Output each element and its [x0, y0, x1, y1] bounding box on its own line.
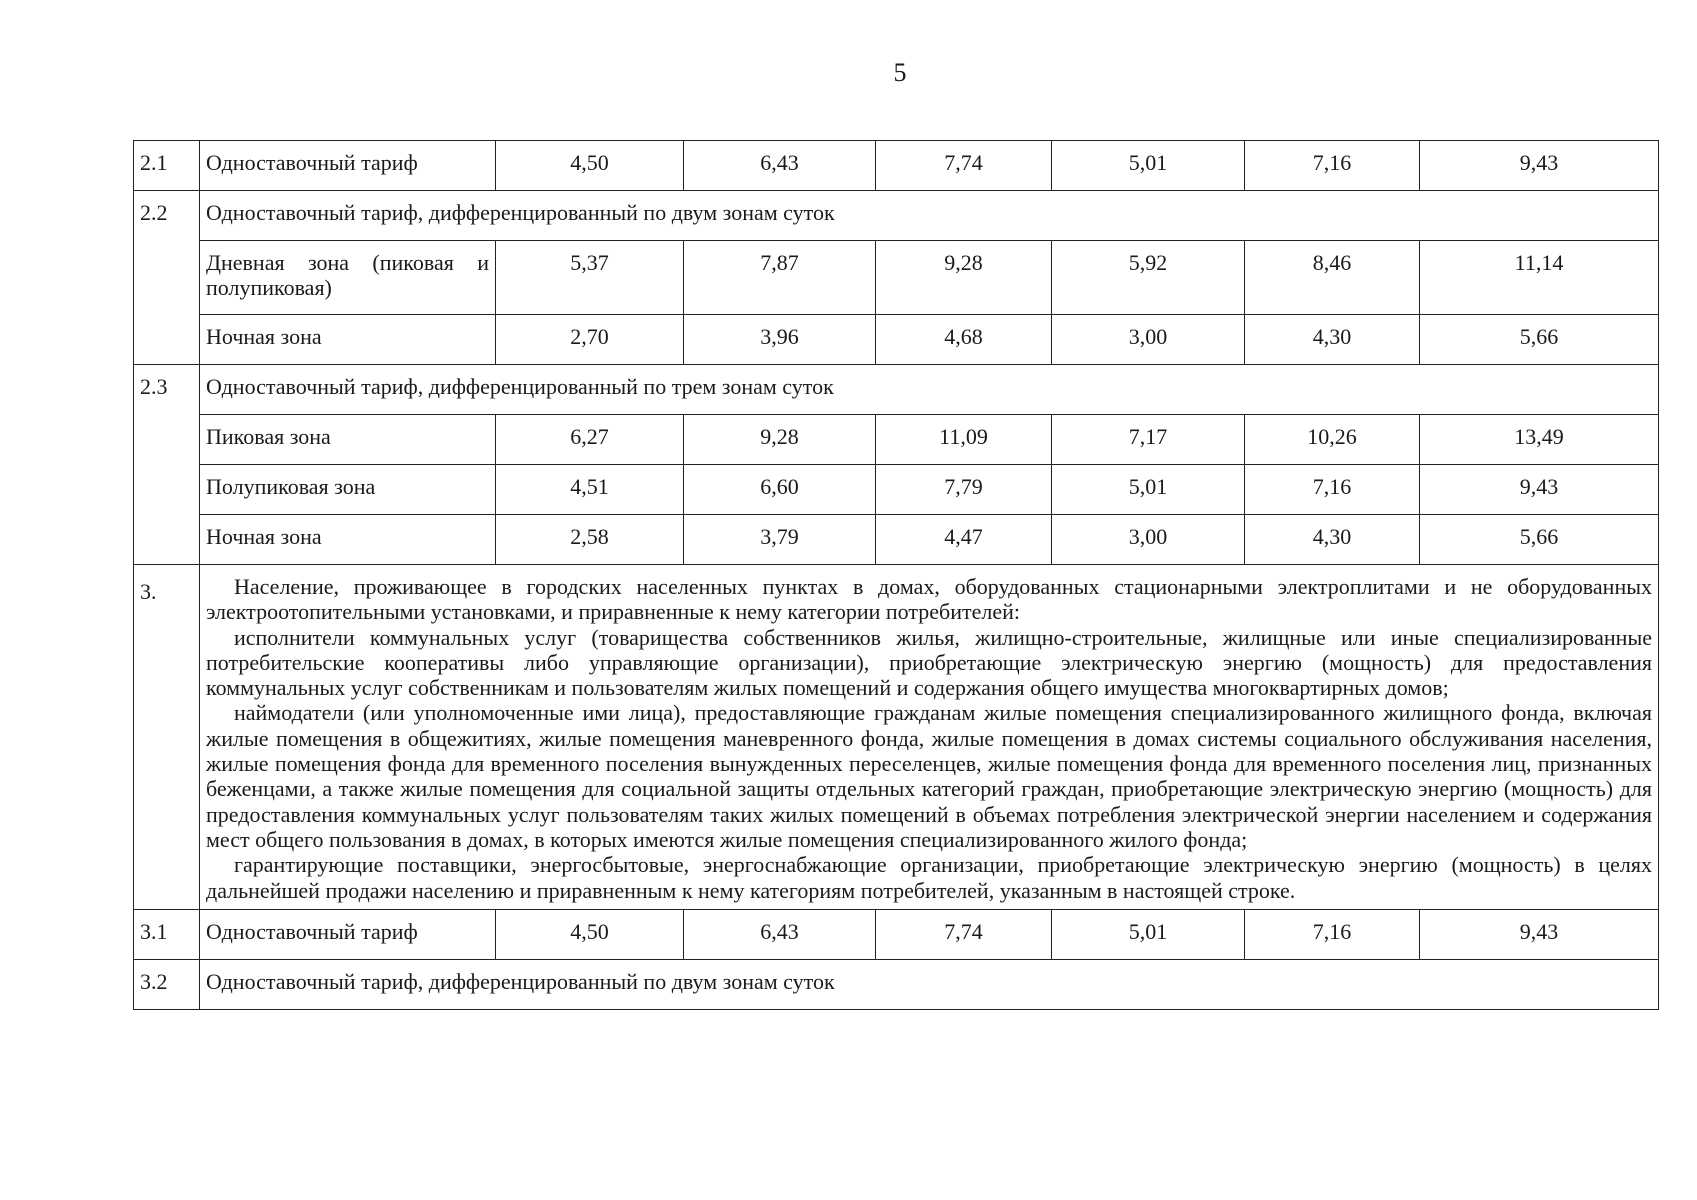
row-label: Ночная зона — [200, 515, 496, 565]
value-cell: 5,66 — [1420, 515, 1659, 565]
value-cell: 5,01 — [1052, 909, 1245, 959]
table-row — [134, 315, 1659, 365]
value-cell: 9,43 — [1420, 465, 1659, 515]
value-cell: 9,43 — [1420, 141, 1659, 191]
value-cell: 7,16 — [1245, 465, 1420, 515]
value-cell: 7,16 — [1245, 909, 1420, 959]
row-label: Одноставочный тариф, дифференцированный по двум зонам суток — [200, 191, 1659, 241]
page-number: 5 — [893, 58, 907, 87]
value-cell: 6,43 — [684, 141, 876, 191]
value-cell: 5,01 — [1052, 141, 1245, 191]
paragraph: Население, проживающее в городских населенных пунктах в домах, оборудованных стационарными электроплитами и не оборудованных электроотопительными установками, и приравненные к нему категории потребителей: — [206, 574, 1652, 625]
value-cell: 7,87 — [684, 241, 876, 315]
table-row — [134, 365, 1659, 415]
value-cell: 9,28 — [684, 415, 876, 465]
value-cell: 10,26 — [1245, 415, 1420, 465]
value-cell: 9,28 — [876, 241, 1052, 315]
row-number: 2.2 — [134, 191, 200, 365]
table-row — [134, 565, 1659, 910]
value-cell: 7,79 — [876, 465, 1052, 515]
value-cell: 3,00 — [1052, 515, 1245, 565]
value-cell: 4,50 — [496, 141, 684, 191]
value-cell: 4,51 — [496, 465, 684, 515]
value-cell: 2,58 — [496, 515, 684, 565]
table-row — [134, 191, 1659, 241]
row-label: Одноставочный тариф — [200, 909, 496, 959]
value-cell: 7,16 — [1245, 141, 1420, 191]
value-cell: 6,60 — [684, 465, 876, 515]
table-row — [134, 515, 1659, 565]
row-label: Одноставочный тариф — [200, 141, 496, 191]
value-cell: 3,79 — [684, 515, 876, 565]
value-cell: 11,14 — [1420, 241, 1659, 315]
row-number: 2.3 — [134, 365, 200, 565]
section-description — [200, 565, 1659, 910]
table-row — [134, 909, 1659, 959]
row-label: Одноставочный тариф, дифференцированный по трем зонам суток — [200, 365, 1659, 415]
table-row — [134, 465, 1659, 515]
row-label: Дневная зона (пиковая и полупиковая) — [200, 241, 496, 315]
value-cell: 6,43 — [684, 909, 876, 959]
row-label: Пиковая зона — [200, 415, 496, 465]
value-cell: 8,46 — [1245, 241, 1420, 315]
value-cell: 11,09 — [876, 415, 1052, 465]
paragraph: гарантирующие поставщики, энергосбытовые, энергоснабжающие организации, приобретающие электрическую энергию (мощность) в целях дальнейшей продажи населению и приравненным к нему категориям потребителей, указанным в настоящей строке. — [206, 852, 1652, 903]
table-row — [134, 141, 1659, 191]
table-row — [134, 959, 1659, 1009]
row-number: 3. — [134, 565, 200, 910]
tariff-table — [133, 140, 1659, 1010]
row-label: Ночная зона — [200, 315, 496, 365]
row-label: Одноставочный тариф, дифференцированный по двум зонам суток — [200, 959, 1659, 1009]
row-number: 3.2 — [134, 959, 200, 1009]
value-cell: 9,43 — [1420, 909, 1659, 959]
value-cell: 7,74 — [876, 909, 1052, 959]
paragraph: исполнители коммунальных услуг (товарищества собственников жилья, жилищно-строительные, жилищные или иные специализированные потребительские кооперативы либо управляющие организации), приобретающие электрическую энергию (мощность) для предоставления коммунальных услуг собственникам и пользователям жилых помещений и содержания общего имущества многоквартирных домов; — [206, 624, 1652, 701]
value-cell: 4,30 — [1245, 515, 1420, 565]
value-cell: 4,50 — [496, 909, 684, 959]
value-cell: 3,96 — [684, 315, 876, 365]
table-row — [134, 415, 1659, 465]
value-cell: 7,17 — [1052, 415, 1245, 465]
value-cell: 7,74 — [876, 141, 1052, 191]
value-cell: 4,30 — [1245, 315, 1420, 365]
value-cell: 5,92 — [1052, 241, 1245, 315]
paragraph: наймодатели (или уполномоченные ими лица), предоставляющие гражданам жилые помещения специализированного жилищного фонда, включая жилые помещения в общежитиях, жилые помещения маневренного фонда, жилые помещения в домах системы социального обслуживания населения, жилые помещения фонда для временного поселения вынужденных переселенцев, жилые помещения фонда для временного поселения лиц, признанных беженцами, а также жилые помещения для социальной защиты отдельных категорий граждан, приобретающие электрическую энергию (мощность) для предоставления коммунальных услуг пользователям таких жилых помещений в объемах потребления электрической энергии населением и содержания мест общего пользования в домах, в которых имеются жилые помещения специализированного жилого фонда; — [206, 700, 1652, 852]
table-row — [134, 241, 1659, 315]
value-cell: 5,37 — [496, 241, 684, 315]
value-cell: 4,47 — [876, 515, 1052, 565]
row-number: 3.1 — [134, 909, 200, 959]
row-number: 2.1 — [134, 141, 200, 191]
value-cell: 4,68 — [876, 315, 1052, 365]
value-cell: 5,01 — [1052, 465, 1245, 515]
value-cell: 6,27 — [496, 415, 684, 465]
value-cell: 3,00 — [1052, 315, 1245, 365]
value-cell: 5,66 — [1420, 315, 1659, 365]
value-cell: 2,70 — [496, 315, 684, 365]
row-label: Полупиковая зона — [200, 465, 496, 515]
value-cell: 13,49 — [1420, 415, 1659, 465]
